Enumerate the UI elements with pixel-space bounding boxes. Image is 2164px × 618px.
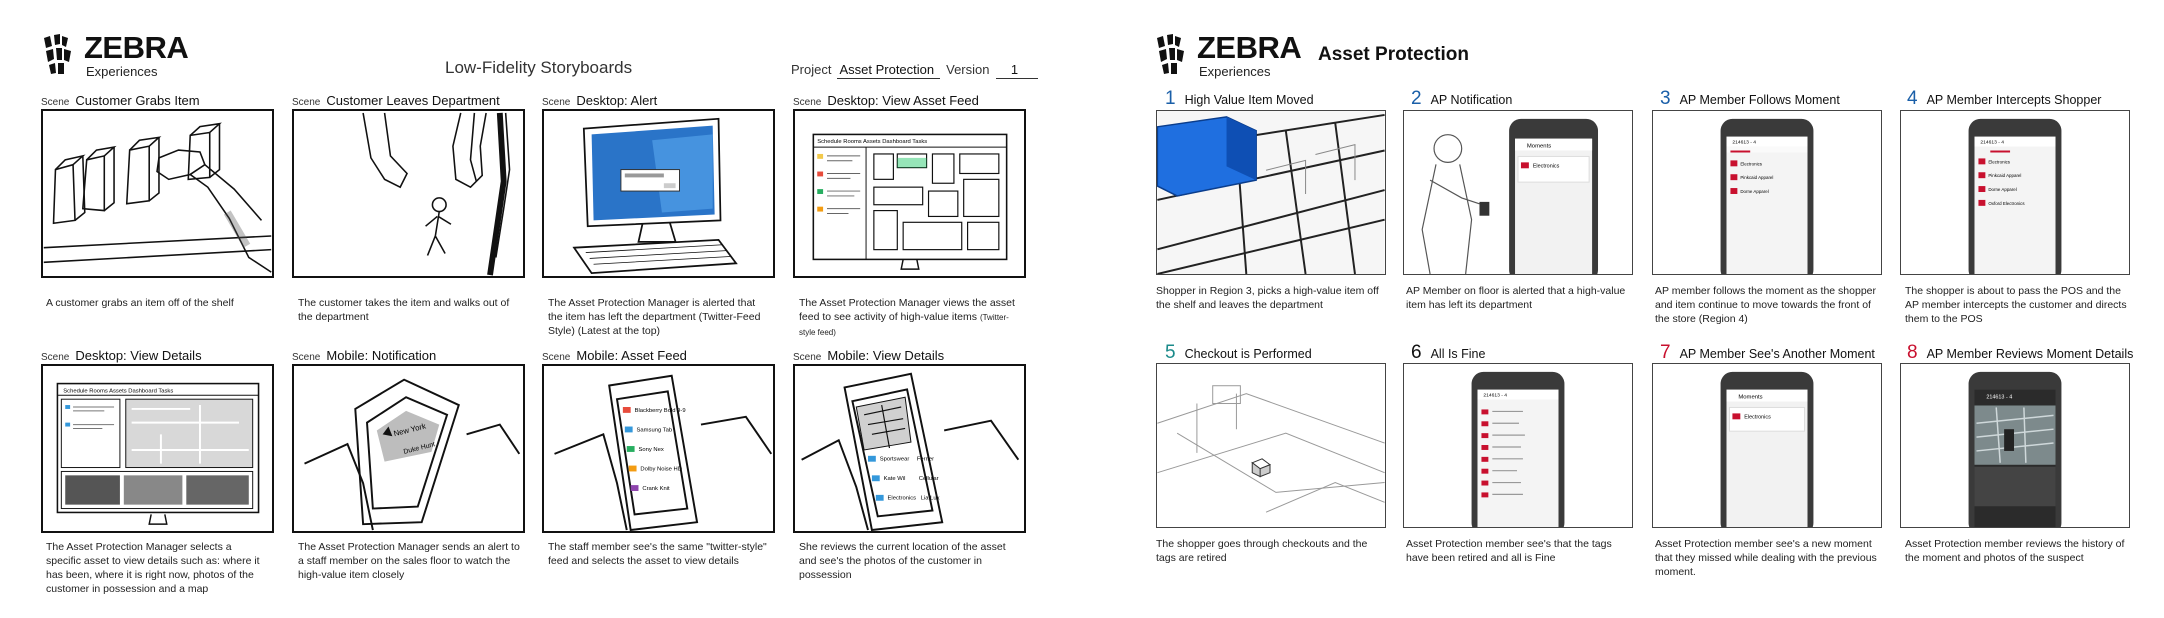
- scene-prefix: Scene: [793, 352, 822, 363]
- step-header-6: [1411, 342, 1485, 364]
- step-number: 4: [1907, 88, 1918, 109]
- phone-list-item: Pinkcaid Apparel: [1988, 173, 2022, 179]
- phone-clock: 214613 - 4: [1980, 140, 2004, 146]
- step-header-5: [1165, 342, 1312, 364]
- logo-wordmark: ZEBRA: [1197, 30, 1302, 65]
- sketch-feed-item: Crank Knit: [642, 485, 670, 492]
- step-image-reviews-moment-details: [1900, 363, 2130, 528]
- step-image-another-moment: [1652, 363, 1882, 528]
- sketch-detail-item: Sportswear: [879, 456, 910, 463]
- step-image-ap-intercepts-shopper: [1900, 110, 2130, 275]
- step-number: 5: [1165, 342, 1176, 363]
- scene-panel-6: [292, 348, 436, 363]
- scene-prefix: Scene: [542, 97, 571, 108]
- phone-screen-title: Moments: [1738, 394, 1763, 401]
- scene-prefix: Scene: [41, 352, 70, 363]
- step-caption: AP member follows the moment as the shopper and item continue to move towards the front of the store (Region 4): [1655, 285, 1876, 325]
- scene-title: Customer Leaves Department: [326, 93, 500, 108]
- scene-sketch-mobile-feed: [542, 364, 775, 533]
- step-title: AP Member Intercepts Shopper: [1926, 93, 2102, 107]
- scene-prefix: Scene: [41, 97, 70, 108]
- scene-caption: [799, 296, 1021, 340]
- phone-list-item: Pinkcaid Apparel: [1740, 175, 1774, 181]
- sketch-feed-item: Blackberry Bold 9-9: [634, 407, 686, 414]
- step-image-high-value-item-moved: [1156, 110, 1386, 275]
- step-image-ap-notification: [1403, 110, 1633, 275]
- scene-panel-5: [41, 348, 202, 363]
- step-number: 8: [1907, 342, 1918, 363]
- step-number: 1: [1165, 88, 1176, 109]
- scene-caption: The staff member see's the same "twitter-style" feed and selects the asset to view details: [548, 541, 767, 567]
- phone-list-item: Dorne Apparel: [1988, 187, 2017, 193]
- step-image-all-is-fine: [1403, 363, 1633, 528]
- scene-prefix: Scene: [292, 97, 321, 108]
- step-header-2: [1411, 88, 1512, 110]
- page-title: Asset Protection: [1318, 44, 1469, 65]
- step-image-ap-follows-moment: [1652, 110, 1882, 275]
- step-title: AP Member Reviews Moment Details: [1926, 347, 2134, 361]
- scene-caption: The customer takes the item and walks out of the department: [298, 297, 510, 323]
- step-number: 6: [1411, 342, 1422, 363]
- storyboard-sheet-low-fidelity: [0, 0, 1080, 618]
- scene-sketch-mobile-notification: [292, 364, 525, 533]
- logo-wordmark: ZEBRA: [84, 30, 189, 65]
- scene-prefix: Scene: [292, 352, 321, 363]
- step-number: 2: [1411, 88, 1422, 109]
- scene-sketch-mobile-details: [793, 364, 1026, 533]
- scene-panel-7: [542, 348, 687, 363]
- step-caption: Shopper in Region 3, picks a high-value item off the shelf and leaves the department: [1156, 285, 1379, 311]
- phone-list-item: Dorne Apparel: [1740, 188, 1769, 194]
- scene-caption: A customer grabs an item off of the shelf: [46, 297, 234, 309]
- step-caption: Asset Protection member see's a new moment that they missed while dealing with the previous moment.: [1655, 538, 1877, 578]
- page-title: Low-Fidelity Storyboards: [445, 58, 633, 77]
- project-label: Project: [791, 62, 832, 77]
- step-caption: The shopper goes through checkouts and the tags are retired: [1156, 538, 1368, 564]
- step-image-checkout: [1156, 363, 1386, 528]
- step-title: AP Notification: [1430, 93, 1513, 107]
- sketch-detail-item: Kate Wil: [883, 476, 906, 483]
- step-header-3: [1660, 88, 1840, 110]
- scene-panel-4: [793, 93, 979, 108]
- scene-prefix: Scene: [793, 97, 822, 108]
- logo-subtitle: Experiences: [1199, 64, 1271, 79]
- step-number: 3: [1660, 88, 1671, 109]
- scene-title: Desktop: View Asset Feed: [827, 93, 979, 108]
- phone-list-item: Electronics: [1532, 163, 1560, 170]
- scene-title: Desktop: View Details: [75, 348, 202, 363]
- phone-list-item: Electronics: [1988, 159, 2011, 165]
- sketch-feed-item: Samsung Tab: [636, 427, 673, 434]
- scene-panel-8: [793, 348, 944, 363]
- scene-title: Mobile: Asset Feed: [576, 348, 687, 363]
- scene-caption: The Asset Protection Manager is alerted that the item has left the department (Twitter-Feed Style) (Latest at the top): [548, 297, 761, 337]
- step-title: All Is Fine: [1430, 347, 1486, 361]
- phone-list-item: Oxford Electronics: [1988, 200, 2025, 206]
- scene-panel-1: [41, 93, 200, 108]
- sketch-feed-item: Dolby Noise HD: [640, 466, 683, 473]
- sketch-tabs: Schedule Rooms Assets Dashboard Tasks: [63, 388, 174, 395]
- storyboard-sheet-asset-protection: [1115, 0, 2164, 618]
- step-header-7: [1660, 342, 1875, 364]
- step-caption: Asset Protection member see's that the tags have been retired and all is Fine: [1406, 538, 1612, 564]
- step-header-4: [1907, 88, 2101, 110]
- step-title: High Value Item Moved: [1184, 93, 1314, 107]
- scene-title: Mobile: Notification: [326, 348, 437, 363]
- zebra-logo: [1153, 32, 1301, 78]
- project-info: [791, 62, 1038, 79]
- zebra-head-icon: [1153, 32, 1193, 76]
- step-header-8: [1907, 342, 2133, 364]
- scene-caption: The Asset Protection Manager selects a specific asset to view details such as: where it has been, where it is right now, photos of the customer in possession and a map: [46, 541, 260, 595]
- zebra-head-icon: [40, 32, 80, 76]
- scene-panel-3: [542, 93, 657, 108]
- scene-sketch-desktop-details: [41, 364, 274, 533]
- sketch-notification-line2: Duke Hunt: [402, 441, 436, 456]
- sketch-notification-line1: New York: [392, 421, 427, 439]
- version-value: 1: [996, 62, 1038, 79]
- project-value: Asset Protection: [837, 62, 940, 79]
- sketch-detail-tag: Cellular: [918, 476, 939, 483]
- phone-clock: 214613 - 4: [1483, 393, 1507, 399]
- step-title: Checkout is Performed: [1184, 347, 1312, 361]
- scene-title: Desktop: Alert: [576, 93, 658, 108]
- scene-title: Customer Grabs Item: [75, 93, 200, 108]
- sketch-feed-item: Sony Nex: [638, 446, 664, 453]
- version-label: Version: [946, 62, 990, 77]
- step-caption: AP Member on floor is alerted that a high-value item has left its department: [1406, 285, 1626, 311]
- scene-sketch-desktop-feed: [793, 109, 1026, 278]
- scene-caption: The Asset Protection Manager sends an alert to a staff member on the sales floor to watch the high-value item closely: [298, 541, 520, 581]
- scene-prefix: Scene: [542, 352, 571, 363]
- scene-sketch-desktop-alert: [542, 109, 775, 278]
- scene-sketch-customer-leaves: [292, 109, 525, 278]
- phone-clock: 214613 - 4: [1986, 394, 2013, 401]
- phone-screen-title: Moments: [1526, 143, 1552, 150]
- step-caption: Asset Protection member reviews the history of the moment and photos of the suspect: [1905, 538, 2125, 564]
- step-caption: The shopper is about to pass the POS and the AP member intercepts the customer and directs them to the POS: [1905, 285, 2127, 325]
- step-number: 7: [1660, 342, 1671, 363]
- sketch-detail-item: Electronics: [887, 495, 917, 502]
- scene-caption: She reviews the current location of the asset and see's the photos of the customer in possession: [799, 541, 1006, 581]
- scene-title: Mobile: View Details: [827, 348, 945, 363]
- scene-caption-text: The Asset Protection Manager views the asset feed to see activity of high-value items: [799, 297, 1015, 323]
- sketch-tabs: Schedule Rooms Assets Dashboard Tasks: [817, 139, 928, 146]
- step-title: AP Member See's Another Moment: [1679, 347, 1875, 361]
- phone-list-item: Electronics: [1740, 161, 1763, 167]
- logo-subtitle: Experiences: [86, 64, 158, 79]
- sketch-detail-tag: Lia Lux: [920, 495, 940, 502]
- zebra-logo: [40, 32, 188, 78]
- scene-sketch-customer-grabs-item: [41, 109, 274, 278]
- step-title: AP Member Follows Moment: [1679, 93, 1840, 107]
- phone-list-item: Electronics: [1744, 414, 1771, 421]
- phone-clock: 214613 - 4: [1732, 140, 1756, 146]
- scene-caption-note: (Twitter-style feed): [799, 313, 1009, 337]
- step-header-1: [1165, 88, 1314, 110]
- sketch-detail-tag: Ferrier: [916, 456, 935, 463]
- scene-panel-2: [292, 93, 500, 108]
